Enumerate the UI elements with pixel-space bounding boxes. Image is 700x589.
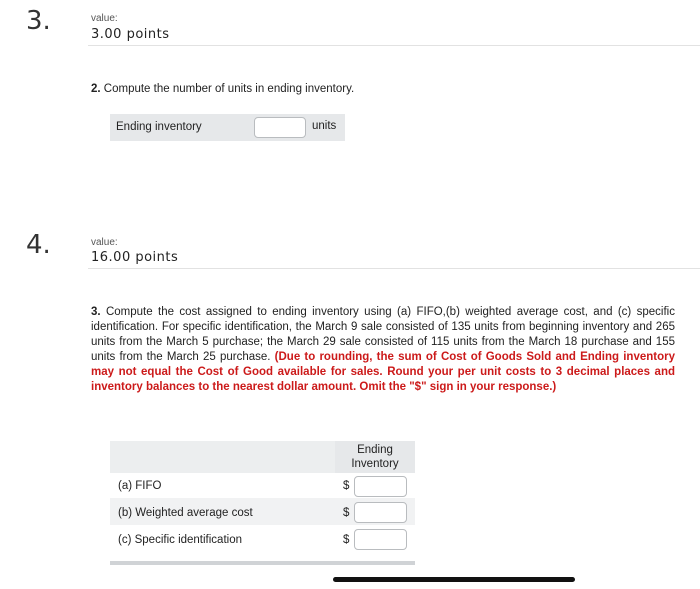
question-number: 3. [26, 6, 51, 36]
row-label-fifo: (a) FIFO [118, 480, 162, 492]
points-value: 3.00 points [91, 27, 170, 42]
currency-symbol: $ [343, 480, 350, 492]
units-label: units [312, 120, 337, 132]
value-label: value: [91, 237, 118, 248]
prompt-number: 2. [91, 83, 101, 95]
currency-symbol: $ [343, 534, 350, 546]
question-prompt [91, 305, 675, 395]
column-header-line2: Inventory [351, 458, 399, 470]
question-prompt [91, 82, 681, 97]
prompt-text: Compute the cost assigned to ending inventory using (a) FIFO,(b) weighted average cost, and (c) specific identification. For specific identification, the March 9 sale consisted of 135 units from beginning inventory and 265 units from the March 5 purchase; the March 29 sale consisted of 115 units from the March 18 purchase and 155 units from the March 25 purchase. [91, 306, 675, 363]
points-value: 16.00 points [91, 250, 179, 265]
ending-inventory-units-input[interactable] [254, 117, 306, 138]
value-label: value: [91, 13, 118, 24]
row-label-specific-identification: (c) Specific identification [118, 534, 242, 546]
fifo-ending-inventory-input[interactable] [354, 476, 407, 497]
prompt-text: Compute the number of units in ending inventory. [100, 83, 355, 95]
prompt-number: 3. [91, 306, 101, 318]
column-header-line1: Ending [357, 444, 393, 456]
question-number: 4. [26, 230, 51, 260]
specific-identification-ending-inventory-input[interactable] [354, 529, 407, 550]
row-label-weighted-average: (b) Weighted average cost [118, 507, 253, 519]
table-header-blank [110, 441, 335, 473]
ending-inventory-label: Ending inventory [116, 121, 202, 133]
prompt-instructions: (Due to rounding, the sum of Cost of Goods Sold and Ending inventory may not equal the Cost of Good available for sales. Round your per unit costs to 3 decimal places and inventory balances to the nearest dollar amount. Omit the "$" sign in your response.) [91, 351, 675, 393]
home-indicator [333, 577, 575, 582]
divider [88, 45, 700, 46]
divider [88, 268, 700, 269]
weighted-average-ending-inventory-input[interactable] [354, 502, 407, 523]
currency-symbol: $ [343, 507, 350, 519]
table-bottom-border [110, 561, 415, 565]
column-header-ending-inventory [335, 441, 415, 473]
